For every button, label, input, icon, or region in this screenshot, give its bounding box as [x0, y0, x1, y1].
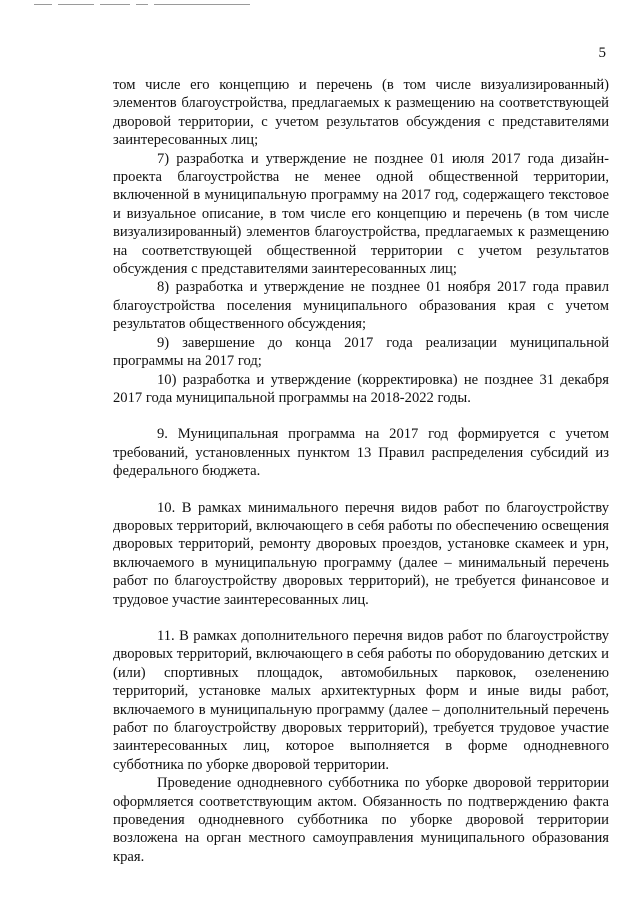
paragraph-item-10: 10) разработка и утверждение (корректировка) не позднее 31 декабря 2017 года муниципальной программы на 2018-2022 годы. — [113, 371, 609, 406]
paragraph-subbotnik: Проведение однодневного субботника по уборке дворовой территории оформляется соответствующим актом. Обязанность по подтверждению факта проведения однодневного субботника по уборке дворовой территории возложена на орган местного самоуправления муниципального образования края. — [113, 775, 609, 865]
paragraph-item-7: 7) разработка и утверждение не позднее 01 июля 2017 года дизайн-проекта благоустройства не менее одной общественной территории, включенной в муниципальную программу на 2017 год, содержащего текстовое и визуальное описание, в том числе его концепцию и перечень (в том числе визуализированный) элементов благоустройства, предлагаемых к размещению на соответствующей общественной территории с учетом результатов обсуждения с представителями заинтересованных лиц; — [113, 150, 609, 278]
paragraph-item-9: 9) завершение до конца 2017 года реализации муниципальной программы на 2017 год; — [113, 334, 609, 370]
paragraph-continuation: том числе его концепцию и перечень (в том числе визуализированный) элементов благоустройства, предлагаемых к размещению на соответствующей дворовой территории, с учетом результатов обсуждения с представителями заинтересованных лиц; — [113, 77, 609, 149]
page-number: 5 — [598, 45, 606, 61]
paragraph-section-9: 9. Муниципальная программа на 2017 год формируется с учетом требований, установленных пунктом 13 Правил распределения субсидий из федерального бюджета. — [113, 426, 609, 480]
document-body — [113, 76, 609, 866]
paragraph-section-11: 11. В рамках дополнительного перечня видов работ по благоустройству дворовых территорий, включающего в себя работы по оборудованию детских и (или) спортивных площадок, автомобильных парковок, озеленению территорий, установке малых архитектурных форм и иные виды работ, включаемого в муниципальную программу (далее – дополнительный перечень работ по благоустройству дворовых территорий), требуется трудовое участие заинтересованных лиц, которое выполняется в форме однодневного субботника по уборке дворовой территории. — [113, 627, 609, 773]
scan-artifact-lines — [34, 4, 274, 6]
paragraph-item-8: 8) разработка и утверждение не позднее 01 ноября 2017 года правил благоустройства поселения муниципального образования края с учетом результатов общественного обсуждения; — [113, 279, 609, 333]
paragraph-section-10: 10. В рамках минимального перечня видов работ по благоустройству дворовых территорий, включающего в себя работы по обеспечению освещения дворовых территорий, ремонту дворовых проездов, установке скамеек и урн, включаемого в муниципальную программу (далее – минимальный перечень работ по благоустройству дворовых территорий), не требуется финансовое и трудовое участие заинтересованных лиц. — [113, 499, 609, 608]
